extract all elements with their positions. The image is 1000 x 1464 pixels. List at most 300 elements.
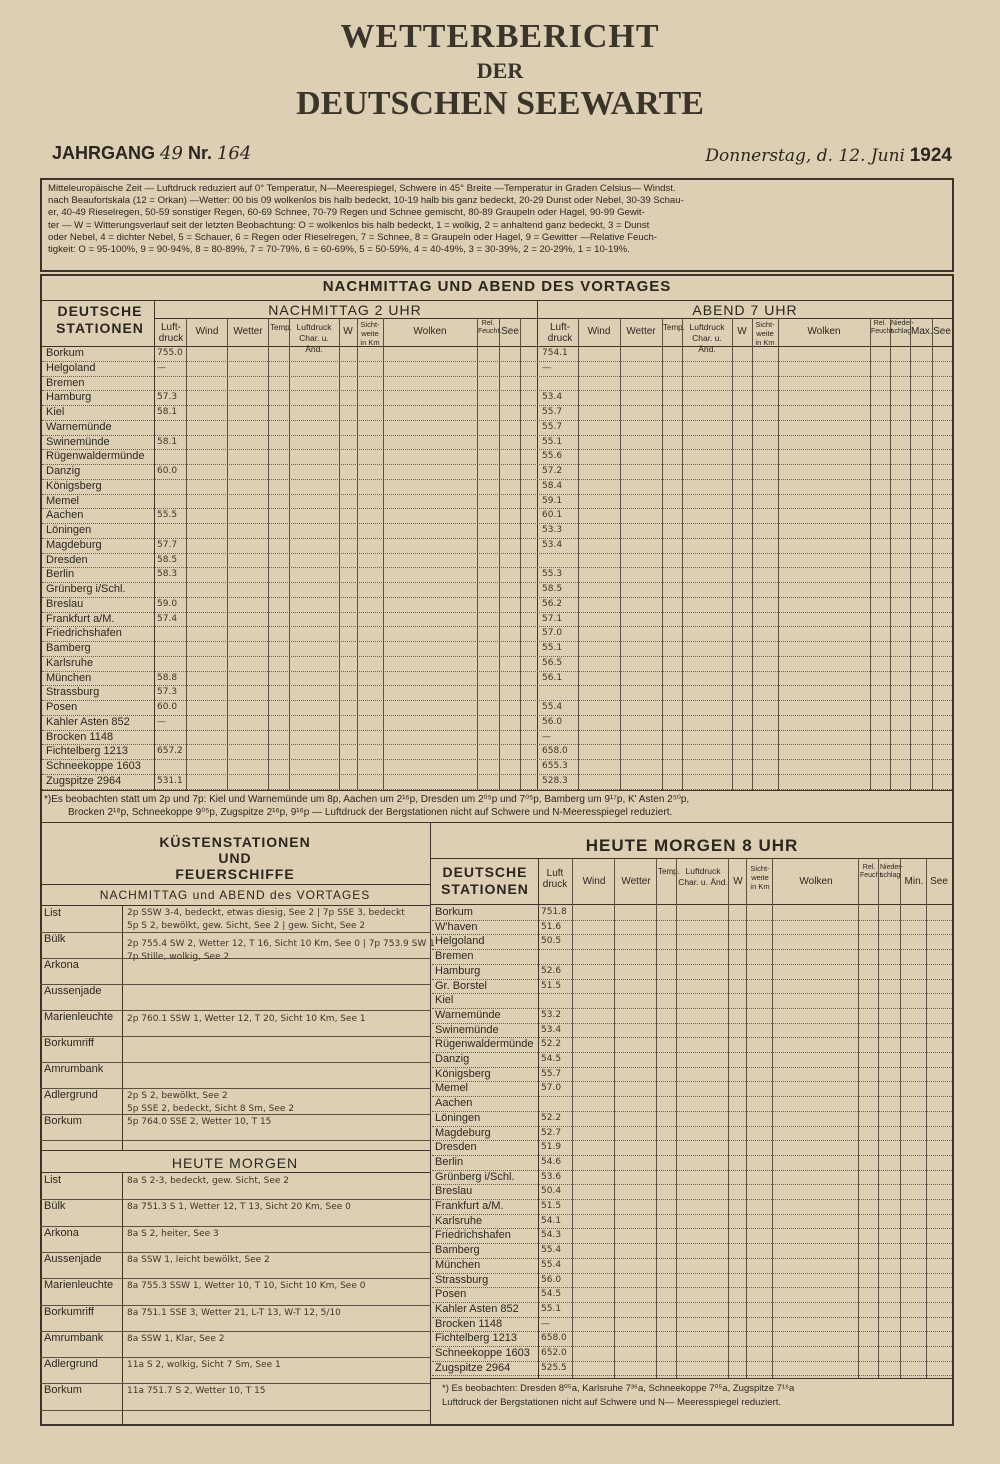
station-name: Zugspitze 2964 — [46, 774, 122, 787]
row-rule — [432, 1273, 952, 1274]
row-rule — [40, 958, 430, 959]
col-rule — [870, 318, 871, 790]
station-name: Kahler Asten 852 — [46, 715, 130, 728]
row-rule — [40, 1114, 430, 1115]
rule — [154, 300, 155, 790]
heute-stations-header: DEUTSCHE STATIONEN — [441, 864, 529, 897]
row-rule — [40, 1036, 430, 1037]
nm-pressure: 58.1 — [157, 407, 178, 417]
nm-pressure: 58.8 — [157, 672, 178, 683]
col-rule — [772, 858, 773, 1378]
heute-station: Schneekoppe 1603 — [435, 1347, 530, 1359]
nm-pressure: 60.0 — [157, 466, 178, 476]
rule — [538, 858, 539, 1378]
station-name: Warnemünde — [46, 420, 112, 433]
row-rule — [42, 582, 952, 583]
row-rule — [432, 920, 952, 921]
col-rule — [890, 318, 891, 790]
heute-pressure: — — [541, 1318, 550, 1329]
kuesten-station: Borkumriff — [44, 1037, 94, 1049]
station-name: Brocken 1148 — [46, 730, 114, 743]
ab-pressure: 58.4 — [542, 480, 563, 491]
kuesten-station: Bülk — [44, 933, 66, 945]
row-rule — [40, 1305, 430, 1306]
row-rule — [40, 1088, 430, 1089]
heute-footnote: Luftdruck der Bergstationen nicht auf Schwere und N— Meeresspiegel reduziert. — [442, 1397, 782, 1408]
masthead — [0, 18, 1000, 124]
station-name: Memel — [46, 494, 80, 507]
heute-station: Magdeburg — [435, 1126, 491, 1139]
heute-pressure: 525.5 — [541, 1362, 567, 1373]
masthead-title: WETTERBERICHT — [340, 18, 660, 55]
kuesten-heute-note: 8a S 2-3, bedeckt, gew. Sicht, See 2 — [127, 1176, 290, 1186]
station-name: Swinemünde — [46, 435, 110, 448]
date-text: Donnerstag, d. 12. Juni — [705, 146, 905, 166]
ab-pressure: 55.7 — [542, 407, 563, 417]
rule — [40, 1172, 430, 1173]
heute-pressure: 52.6 — [541, 965, 562, 976]
row-rule — [432, 1214, 952, 1215]
heute-station: Karlsruhe — [435, 1214, 483, 1227]
row-rule — [432, 1317, 952, 1318]
kuesten-station: Bülk — [44, 1200, 66, 1213]
heute-station: Kahler Asten 852 — [435, 1302, 519, 1315]
station-name: Kiel — [46, 406, 65, 418]
col-temp: Temp. — [270, 323, 292, 332]
col-rule — [339, 318, 340, 790]
heute-pressure: 51.6 — [541, 921, 562, 932]
heute-station: München — [435, 1258, 481, 1271]
kuesten-note: 5p S 2, bewölkt, gew. Sicht, See 2 | gew. Sicht, See 2 — [127, 921, 366, 931]
ab-pressure: 57.0 — [542, 628, 563, 639]
col-wind: Wind — [582, 876, 606, 887]
row-rule — [40, 1199, 430, 1200]
heute-station: Kiel — [435, 994, 454, 1007]
heute-station: Fichtelberg 1213 — [435, 1332, 517, 1345]
station-name: Königsberg — [46, 479, 102, 492]
heute-title: HEUTE MORGEN 8 UHR — [585, 836, 799, 855]
col-rule — [520, 318, 521, 790]
kuesten-note: 7p Stille, wolkig, See 2 — [127, 952, 230, 962]
row-rule — [40, 1140, 430, 1141]
ab-pressure: 57.2 — [542, 466, 563, 476]
col-see: See — [501, 326, 519, 337]
heute-station: Berlin — [435, 1155, 464, 1168]
row-rule — [42, 612, 952, 613]
row-rule — [432, 1023, 952, 1024]
row-rule — [42, 597, 952, 598]
ab-pressure: 58.5 — [542, 584, 563, 594]
col-rule — [614, 858, 615, 1378]
masthead-der: DER — [476, 58, 524, 83]
rule — [122, 1172, 123, 1426]
heute-station: Königsberg — [435, 1067, 491, 1080]
heute-station: Löningen — [435, 1111, 481, 1124]
kuesten-station: List — [44, 1174, 62, 1186]
rule — [154, 318, 954, 319]
ab-pressure: 57.1 — [542, 613, 563, 624]
heute-pressure: 652.0 — [541, 1348, 567, 1358]
station-name: Breslau — [46, 597, 84, 610]
row-rule — [42, 730, 952, 731]
row-rule — [432, 949, 952, 950]
ab-pressure: 53.4 — [542, 539, 563, 550]
row-rule — [432, 934, 952, 935]
ab-pressure: 55.6 — [542, 451, 563, 462]
station-name: Danzig — [46, 465, 81, 477]
heute-station: Brocken 1148 — [435, 1317, 503, 1330]
kuesten-heute-note: 8a 751.1 SSE 3, Wetter 21, L-T 13, W-T 12, 5/10 — [127, 1307, 341, 1318]
issue-nr: 164 — [216, 143, 252, 164]
heute-station: Borkum — [435, 906, 473, 918]
kuesten-station: List — [44, 907, 62, 919]
col-rule — [572, 858, 573, 1378]
row-rule — [42, 435, 952, 436]
heute-station: Breslau — [435, 1185, 473, 1198]
kuesten-note: 2p SSW 3-4, bedeckt, etwas diesig, See 2 | 7p SSE 3, bedeckt — [127, 908, 405, 918]
heute-station: Rügenwaldermünde — [435, 1038, 534, 1051]
kuesten-note: 5p SSE 2, bedeckt, Sicht 8 Sm, See 2 — [127, 1104, 295, 1114]
rule — [40, 1150, 430, 1151]
ab-pressure: 528.3 — [542, 775, 568, 786]
heute-pressure: 751.8 — [541, 907, 567, 917]
heute-station: Helgoland — [435, 935, 485, 948]
col-wetter: Wetter — [626, 326, 656, 337]
kuesten-station: Marienleuchte — [44, 1011, 114, 1023]
ab-pressure: — — [542, 362, 551, 373]
station-name: Fichtelberg 1213 — [46, 745, 128, 758]
row-rule — [432, 1287, 952, 1288]
col-rule — [752, 318, 753, 790]
col-see: See — [930, 876, 948, 887]
heute-pressure: 54.5 — [541, 1289, 562, 1300]
row-rule — [432, 1375, 952, 1376]
nm-pressure: — — [157, 716, 166, 727]
ab-pressure: 655.3 — [542, 761, 568, 771]
heute-pressure: 51.5 — [541, 980, 562, 991]
top-table-title: NACHMITTAG UND ABEND DES VORTAGES — [322, 278, 672, 295]
row-rule — [40, 1410, 430, 1411]
row-rule — [42, 508, 952, 509]
row-rule — [40, 1226, 430, 1227]
heute-station: W'haven — [435, 920, 478, 933]
station-name: Friedrichshafen — [46, 627, 122, 640]
legend-box — [40, 178, 954, 272]
col-rule — [289, 318, 290, 790]
issue-nr-label: Nr. — [187, 143, 212, 163]
ab-pressure: 55.1 — [542, 643, 563, 653]
nm-pressure: 58.5 — [157, 554, 178, 565]
ab-pressure: 56.1 — [542, 672, 563, 683]
heute-pressure: 54.3 — [541, 1230, 562, 1241]
ab-pressure: 60.1 — [542, 510, 563, 521]
top-footnote: *)Es beobachten statt um 2p und 7p: Kiel und Warnemünde um 8p, Aachen um 2¹⁶p, Dresden um 2⁰⁵p und 7⁰⁵p, Bamberg um 9¹⁷p, K' Asten 2⁵⁰p, — [44, 794, 690, 805]
col-rule — [357, 318, 358, 790]
heute-pressure: 55.4 — [541, 1259, 562, 1270]
col-wetter: Wetter — [233, 326, 263, 337]
rule — [40, 905, 430, 906]
nm-pressure: 58.1 — [157, 436, 178, 447]
col-rule — [477, 318, 478, 790]
kuesten-station: Borkum — [44, 1115, 82, 1127]
kuesten-title — [40, 834, 430, 882]
col-feucht: Rel. Feucht. — [871, 320, 895, 335]
col-feucht: Rel. Feucht. — [860, 864, 884, 879]
col-wolken: Wolken — [413, 326, 447, 337]
heute-station: Hamburg — [435, 964, 481, 977]
rule — [430, 858, 954, 859]
station-name: Aachen — [46, 509, 84, 522]
station-name: Dresden — [46, 553, 88, 566]
kuesten-station: Amrumbank — [44, 1063, 104, 1075]
col-wind: Wind — [195, 326, 219, 337]
col-nieder: Nieder- schlag — [891, 320, 914, 335]
kuesten-heute-note: 8a S 2, heiter, See 3 — [127, 1228, 219, 1239]
top-stations-header: DEUTSCHE STATIONEN — [56, 303, 144, 336]
heute-station: Aachen — [435, 1097, 473, 1110]
ab-pressure: 56.2 — [542, 598, 563, 609]
heute-station: Posen — [435, 1288, 467, 1301]
row-rule — [42, 774, 952, 775]
row-rule — [42, 538, 952, 539]
col-rule — [578, 318, 579, 790]
nm-pressure: 57.3 — [157, 392, 178, 403]
ab-pressure: 53.4 — [542, 392, 563, 403]
row-rule — [432, 964, 952, 965]
kuesten-station: Aussenjade — [44, 1252, 102, 1265]
kuesten-title-3: FEUERSCHIFFE — [175, 866, 295, 882]
row-rule — [40, 1383, 430, 1384]
col-w: W — [733, 876, 743, 887]
nm-pressure: 59.0 — [157, 598, 178, 609]
row-rule — [432, 979, 952, 980]
legend-line: oder Nebel, 4 = dichter Nebel, 5 = Schauer, 6 = Regen oder Rieselregen, 7 = Schnee, 8 = Graupeln oder Hagel, 9 = Gewitter —Relative Feuch- — [48, 231, 658, 243]
masthead-subtitle: DEUTSCHEN SEEWARTE — [296, 85, 704, 122]
nachmittag-header: NACHMITTAG 2 UHR — [268, 302, 422, 318]
heute-pressure: 55.4 — [541, 1245, 562, 1256]
heute-pressure: 52.2 — [541, 1039, 562, 1050]
kuesten-station: Aussenjade — [44, 985, 102, 997]
rule — [40, 790, 954, 791]
station-name: Bremen — [46, 376, 85, 389]
col-w: W — [343, 326, 353, 337]
row-rule — [42, 361, 952, 362]
row-rule — [432, 1008, 952, 1009]
ab-pressure: 56.0 — [542, 716, 563, 727]
station-name: Posen — [46, 701, 78, 713]
col-temp: Temp. — [663, 323, 685, 332]
rule — [430, 822, 431, 1426]
col-luftdruck: Luft- druck — [158, 322, 184, 344]
heute-pressure: 55.1 — [541, 1303, 562, 1314]
col-wetter: Wetter — [621, 876, 651, 887]
nm-pressure: 57.3 — [157, 687, 178, 698]
heute-pressure: 52.2 — [541, 1112, 562, 1123]
row-rule — [42, 641, 952, 642]
heute-station: Memel — [435, 1082, 469, 1095]
col-luftdruck: Luft druck — [542, 868, 568, 890]
col-rule — [778, 318, 779, 790]
station-name: Grünberg i/Schl. — [46, 583, 126, 595]
top-footnote: Brocken 2¹⁸p, Schneekoppe 9⁰⁵p, Zugspitze 2¹⁶p, 9¹⁶p — Luftdruck der Bergstationen nicht auf Schwere und N-Meeresspiegel reduziert. — [68, 807, 673, 818]
col-tendenz: Luftdruck Char. u. Änd. — [678, 866, 728, 887]
kuesten-note: 2p S 2, bewölkt, See 2 — [127, 1091, 228, 1101]
row-rule — [432, 1140, 952, 1141]
heute-pressure: 53.2 — [541, 1009, 562, 1020]
dateline — [705, 145, 952, 167]
kuesten-note: 2p 760.1 SSW 1, Wetter 12, T 20, Sicht 10 Km, See 1 — [127, 1014, 366, 1024]
kuesten-title-2: UND — [218, 850, 252, 866]
legend-line: ter — W = Witterungsverlauf seit der letzten Beobachtung: O = wolkenlos bis halb bedeckt, 1 = wolkig, 2 = anhaltend ganz bedeckt, 3 = Dunst — [48, 219, 650, 231]
heute-pressure: 53.6 — [541, 1171, 562, 1182]
col-tendenz: Luftdruck Char. u. Änd. — [296, 322, 332, 354]
row-rule — [42, 744, 952, 745]
row-rule — [42, 626, 952, 627]
heute-station: Grünberg i/Schl. — [435, 1170, 515, 1183]
station-name: Rügenwaldermünde — [46, 450, 145, 463]
kuesten-heute-title: HEUTE MORGEN — [171, 1155, 299, 1171]
ab-pressure: 658.0 — [542, 746, 568, 757]
row-rule — [40, 1357, 430, 1358]
heute-pressure: 51.5 — [541, 1201, 562, 1211]
heute-station: Zugspitze 2964 — [435, 1361, 511, 1374]
issue-year: 49 — [160, 143, 183, 164]
ab-pressure: 754.1 — [542, 348, 568, 358]
heute-pressure: 54.1 — [541, 1215, 562, 1226]
col-see2: See — [933, 326, 951, 337]
col-rule — [900, 858, 901, 1378]
kuesten-station: Adlergrund — [44, 1089, 98, 1101]
nm-pressure: 57.7 — [157, 539, 178, 550]
row-rule — [42, 449, 952, 450]
row-rule — [432, 1096, 952, 1097]
row-rule — [432, 1067, 952, 1068]
col-tendenz: Luftdruck Char. u. Änd. — [689, 322, 725, 354]
row-rule — [42, 405, 952, 406]
col-rule — [910, 318, 911, 790]
ab-pressure: 59.1 — [542, 495, 563, 506]
heute-pressure: 54.6 — [541, 1156, 562, 1167]
col-rule — [268, 318, 269, 790]
nm-pressure: 58.3 — [157, 569, 178, 580]
heute-footnote: *) Es beobachten: Dresden 8⁰⁵a, Karlsruhe 7³⁶a, Schneekoppe 7⁰⁵a, Zugspitze 7¹⁶a — [442, 1383, 795, 1394]
col-rule — [926, 858, 927, 1378]
kuesten-note: 5p 764.0 SSE 2, Wetter 10, T 15 — [127, 1117, 272, 1127]
ab-pressure: 55.1 — [542, 436, 563, 447]
col-wolken: Wolken — [807, 326, 841, 337]
nm-pressure: 55.5 — [157, 510, 178, 521]
ab-pressure: 55.7 — [542, 421, 563, 432]
heute-station: Frankfurt a/M. — [435, 1200, 504, 1212]
row-rule — [42, 523, 952, 524]
nm-pressure: 531.1 — [157, 775, 183, 786]
row-rule — [42, 715, 952, 716]
heute-station: Swinemünde — [435, 1023, 499, 1036]
kuesten-station: Borkum — [44, 1384, 82, 1397]
row-rule — [432, 1243, 952, 1244]
ab-pressure: 55.3 — [542, 569, 563, 580]
kuesten-heute-note: 8a SSW 1, Klar, See 2 — [127, 1333, 225, 1344]
col-rule — [662, 318, 663, 790]
row-rule — [432, 1258, 952, 1259]
col-rule — [732, 318, 733, 790]
issue-label: JAHRGANG — [52, 143, 156, 163]
kuesten-note: 2p 755.4 SW 2, Wetter 12, T 16, Sicht 10 Km, See 0 | 7p 753.9 SW 1 — [127, 939, 435, 949]
col-rule — [227, 318, 228, 790]
rule — [537, 300, 538, 790]
row-rule — [40, 932, 430, 933]
heute-pressure: 51.9 — [541, 1142, 562, 1153]
kuesten-heute-note: 8a 755.3 SSW 1, Wetter 10, T 10, Sicht 10 Km, See 0 — [127, 1281, 366, 1292]
issue-number — [52, 143, 251, 164]
station-name: Schneekoppe 1603 — [46, 760, 141, 772]
heute-pressure: 50.5 — [541, 936, 562, 947]
heute-pressure: 54.5 — [541, 1054, 562, 1064]
heute-station: Danzig — [435, 1053, 470, 1065]
heute-pressure: 53.4 — [541, 1024, 562, 1035]
ab-pressure: 53.3 — [542, 525, 563, 535]
col-rule — [858, 858, 859, 1378]
row-rule — [42, 390, 952, 391]
kuesten-station: Arkona — [44, 1226, 79, 1239]
rule — [40, 300, 954, 301]
col-rule — [656, 858, 657, 1378]
nm-pressure: 657.2 — [157, 746, 183, 757]
col-sicht: Sicht- weite in Km — [750, 864, 770, 891]
row-rule — [42, 494, 952, 495]
col-rule — [676, 858, 677, 1378]
row-rule — [42, 464, 952, 465]
heute-pressure: 56.0 — [541, 1274, 562, 1285]
legend-line: Mitteleuropäische Zeit — Luftdruck reduziert auf 0° Temperatur, N—Meerespiegel, Schwere in 45° Breite —Temperatur in Graden Celsius— Windst. — [48, 183, 676, 194]
row-rule — [432, 1052, 952, 1053]
legend-line: nach Beaufortskala (12 = Orkan) —Wetter: 00 bis 09 wolkenlos bis halb bedeckt, 10-19 halb bis ganz bedeckt, 20-29 Dunst oder Nebel, 30-39 Schau- — [48, 195, 684, 207]
row-rule — [432, 1111, 952, 1112]
col-w: W — [737, 326, 747, 337]
col-rule — [499, 318, 500, 790]
kuesten-heute-note: 11a S 2, wolkig, Sicht 7 Sm, See 1 — [127, 1360, 281, 1371]
heute-station: Bremen — [435, 950, 474, 963]
heute-station: Dresden — [435, 1141, 477, 1154]
col-sicht: Sicht- weite in Km — [360, 320, 380, 347]
col-nieder: Nieder- schlag — [880, 864, 903, 879]
kuesten-heute-note: 8a 751.3 S 1, Wetter 12, T 13, Sicht 20 Km, See 0 — [127, 1202, 351, 1213]
col-min: Min. — [904, 876, 924, 887]
rule — [40, 346, 954, 347]
station-name: Helgoland — [46, 361, 96, 374]
ab-pressure: 56.5 — [542, 657, 563, 668]
station-name: Karlsruhe — [46, 656, 94, 669]
row-rule — [42, 553, 952, 554]
nm-pressure: — — [157, 362, 166, 373]
col-rule — [878, 858, 879, 1378]
col-max: Max. — [911, 326, 933, 337]
nm-pressure: 60.0 — [157, 702, 178, 712]
row-rule — [42, 420, 952, 421]
kuesten-station: Amrumbank — [44, 1331, 104, 1344]
abend-header: ABEND 7 UHR — [692, 302, 798, 318]
row-rule — [42, 376, 952, 377]
row-rule — [432, 1126, 952, 1127]
row-rule — [42, 567, 952, 568]
station-name: Löningen — [46, 524, 92, 536]
col-rule — [383, 318, 384, 790]
kuesten-station: Marienleuchte — [44, 1279, 114, 1292]
heute-station: Bamberg — [435, 1244, 480, 1257]
kuesten-heute-note: 11a 751.7 S 2, Wetter 10, T 15 — [127, 1386, 266, 1397]
heute-pressure: 57.0 — [541, 1083, 562, 1094]
col-temp: Temp. — [658, 867, 680, 876]
